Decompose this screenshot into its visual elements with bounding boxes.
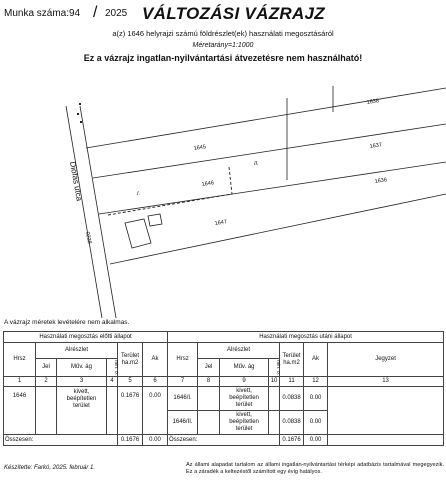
- after-muv-ag-2: kivett, beépítetlen terület: [220, 411, 269, 435]
- after-min-oszt-1: [269, 387, 280, 411]
- min-oszt-label-before: min. o.: [113, 359, 120, 376]
- osszesen-before-label: Összesen:: [4, 435, 118, 446]
- col-number-12: 12: [304, 377, 328, 387]
- osszesen-jegyzet: [328, 435, 444, 446]
- col-number-4: 4: [107, 377, 118, 387]
- keszitette-text: Készítette: Farkó, 2025. február 1.: [4, 465, 96, 471]
- min-oszt-label-after: min. o.: [275, 359, 282, 376]
- parcel-label-1637: 1637: [369, 142, 383, 150]
- after-hrsz-1: 1646/I.: [168, 387, 198, 411]
- munka-number: 94: [69, 8, 81, 19]
- muv-ag-header-before: Műv. ág: [57, 359, 107, 377]
- munka-slash: /: [93, 4, 98, 21]
- before-jel: [36, 387, 57, 435]
- before-hrsz: 1646: [4, 387, 36, 435]
- min-oszt-header-after: [269, 359, 280, 377]
- after-jel-1: [198, 387, 220, 411]
- parcel-label-1645: 1645: [193, 144, 207, 152]
- after-ak-2: 0.00: [304, 411, 328, 435]
- part-label-2: II.: [254, 161, 259, 167]
- before-terulet: 0.1676: [118, 387, 143, 435]
- warning-text: Ez a vázrajz ingatlan-nyilvántartási átvezetésre nem használható!: [83, 53, 363, 63]
- osszesen-after-label: Összesen:: [168, 435, 280, 446]
- building-1: [125, 219, 151, 248]
- col-number-10: 10: [269, 377, 280, 387]
- parcel-line-1: [86, 88, 446, 148]
- col-number-8: 8: [198, 377, 220, 387]
- munka-label: Munka száma:: [4, 8, 70, 19]
- osszesen-after-ak: 0.00: [304, 435, 328, 446]
- ak-header-before: Ak: [143, 343, 168, 377]
- jel-header-before: Jel: [36, 359, 57, 377]
- street-edge-2: [66, 106, 102, 318]
- before-muv-ag: kivett, beépítetlen terület: [57, 387, 107, 435]
- after-muv-ag-1: kivett, beépítetlen terület: [220, 387, 269, 411]
- ak-header-after: Ak: [304, 343, 328, 377]
- muv-ag-header-after: Műv. ág: [220, 359, 269, 377]
- after-jel-2: [198, 411, 220, 435]
- osszesen-after-terulet: 0.1676: [280, 435, 304, 446]
- col-number-6: 6: [143, 377, 168, 387]
- jegyzet-cell: [328, 387, 444, 435]
- after-min-oszt-2: [269, 411, 280, 435]
- after-ak-1: 0.00: [304, 387, 328, 411]
- jel-header-after: Jel: [198, 359, 220, 377]
- parcel-label-1636: 1636: [374, 177, 388, 185]
- parcel-label-1647: 1647: [214, 219, 228, 227]
- terulet-header-before: Terület ha.m2: [118, 343, 143, 377]
- col-number-5: 5: [118, 377, 143, 387]
- col-number-2: 2: [36, 377, 57, 387]
- after-terulet-2: 0.0838: [280, 411, 304, 435]
- hrsz-header-before: Hrsz: [4, 343, 36, 377]
- jegyzet-header: Jegyzet: [328, 343, 444, 377]
- before-ak: 0.00: [143, 387, 168, 435]
- document-title: VÁLTOZÁSI VÁZRAJZ: [142, 4, 325, 23]
- division-line: [108, 167, 232, 215]
- marker-3: [79, 103, 81, 105]
- parcel-label-1646: 1646: [201, 180, 215, 188]
- osszesen-before-terulet: 0.1676: [118, 435, 143, 446]
- footer-note: Az állami alapadat tartalom az állami ingatlan-nyilvántartási térképi adatbázis tartalmával megegyezik. Ez a záradék a keltezéstől számított egy évig hatályos.: [186, 462, 444, 475]
- marker-2: [80, 121, 82, 123]
- alreszlet-header-after: Alrészlet: [198, 343, 280, 359]
- street-label: Diófás utca: [68, 160, 84, 202]
- col-number-7: 7: [168, 377, 198, 387]
- col-number-1: 1: [4, 377, 36, 387]
- col-number-9: 9: [220, 377, 269, 387]
- after-terulet-1: 0.0838: [280, 387, 304, 411]
- meretek-note: A vázrajz méretek levételére nem alkalmas.: [4, 319, 130, 326]
- terulet-header-after: Terület ha.m2: [280, 343, 304, 377]
- street-hrsz-label: 0238: [84, 231, 93, 245]
- hrsz-header-after: Hrsz: [168, 343, 198, 377]
- part-label-1: I.: [137, 191, 141, 197]
- after-hrsz-2: 1646/II.: [168, 411, 198, 435]
- register-table: [3, 331, 444, 446]
- marker-1: [77, 113, 79, 115]
- parcel-line-3: [99, 162, 446, 214]
- parcel-map: [0, 66, 446, 318]
- scale-label: Méretarány=1:1000: [192, 42, 254, 49]
- after-title: Használati megosztás utáni állapot: [168, 332, 444, 343]
- min-oszt-header-before: [107, 359, 118, 377]
- munka-year: 2025: [105, 8, 128, 19]
- col-number-11: 11: [280, 377, 304, 387]
- osszesen-before-ak: 0.00: [143, 435, 168, 446]
- alreszlet-header-before: Alrészlet: [36, 343, 118, 359]
- before-title: Használati megosztás előtti állapot: [4, 332, 168, 343]
- col-number-3: 3: [57, 377, 107, 387]
- before-min-oszt: [107, 387, 118, 435]
- document-subtitle: a(z) 1646 helyrajzi számú földrészlet(ek) használati megosztásáról: [112, 29, 334, 38]
- col-number-13: 13: [328, 377, 444, 387]
- parcel-label-1638: 1638: [366, 98, 380, 106]
- building-2: [148, 214, 162, 226]
